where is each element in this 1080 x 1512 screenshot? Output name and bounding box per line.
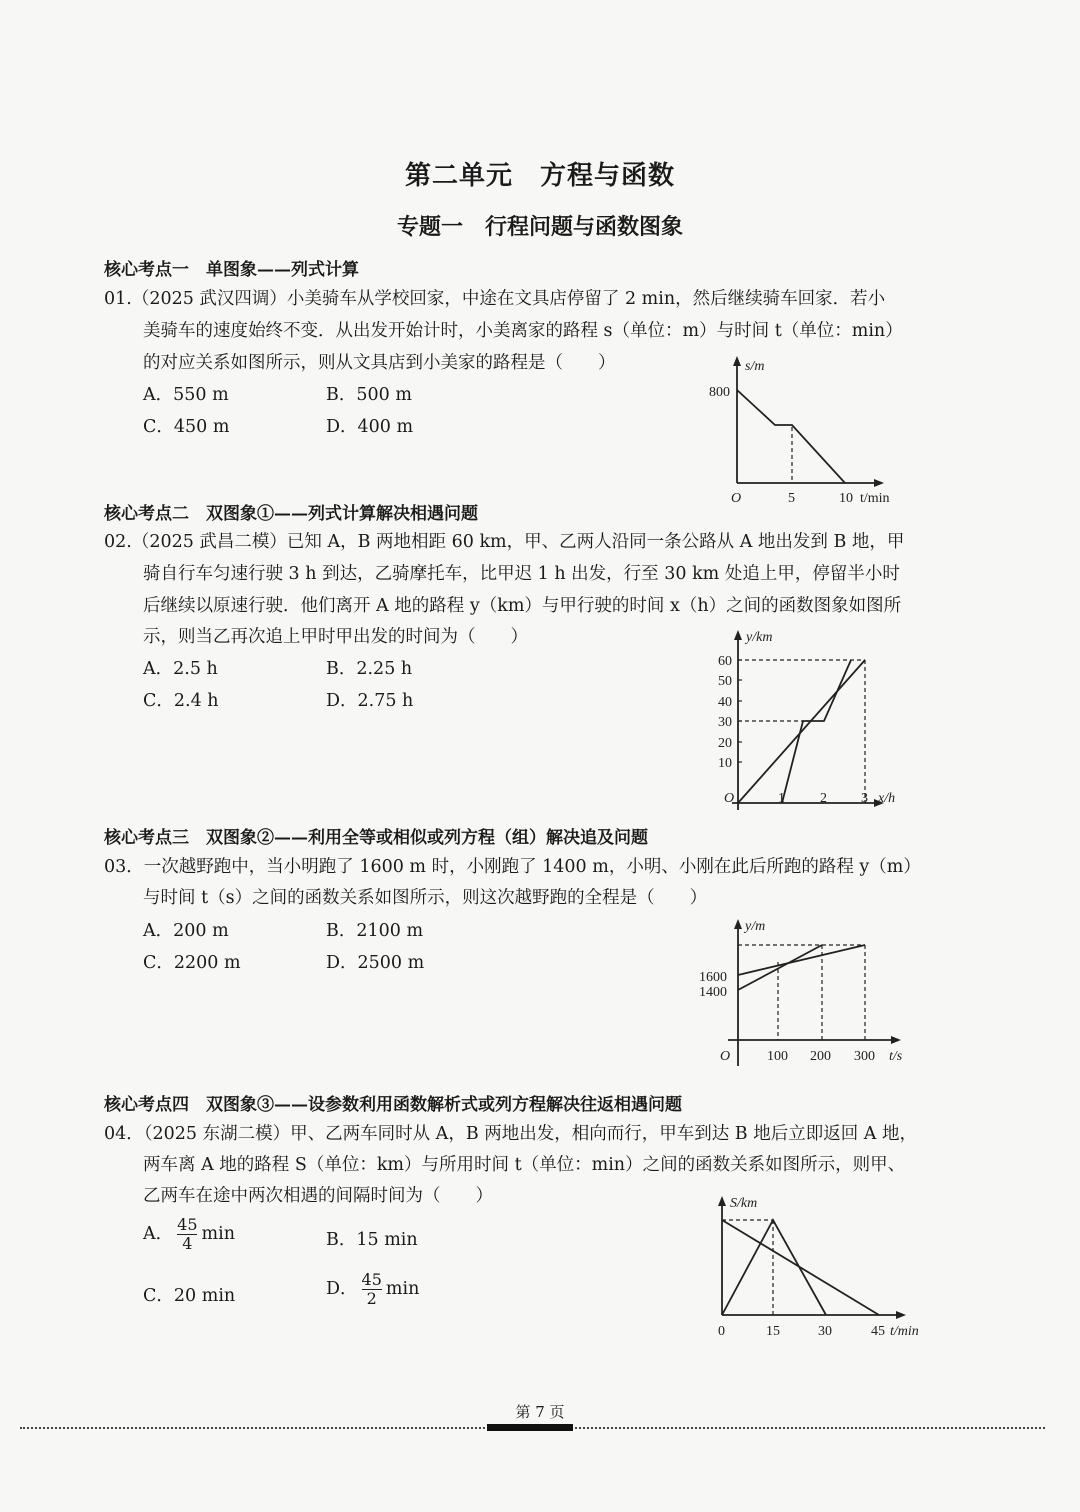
q1-line-2: 美骑车的速度始终不变．从出发开始计时，小美离家的路程 s（单位：m）与时间 t（单位：min） [143,321,903,341]
option-letter: C． [143,1286,174,1306]
q2-option-c: C．2.4 h [143,691,219,711]
q4-x-label: t/min [890,1324,919,1339]
q2-y-tick: 40 [718,695,732,710]
q2-option-a: A．2.5 h [143,659,218,679]
section-heading-2: 核心考点二 双图象①——列式计算解决相遇问题 [104,504,478,524]
q2-x-label: x/h [878,791,896,806]
q4-x-tick: 45 [871,1324,885,1339]
q1-y-tick: 800 [709,385,730,400]
q4-line-3: 乙两车在途中两次相遇的间隔时间为（ ） [143,1186,493,1206]
topic-title: 专题一 行程问题与函数图象 [396,214,683,240]
q2-x-tick: 3 [861,791,868,806]
q2-option-b: B．2.25 h [326,659,413,679]
q2-option-d: D．2.75 h [326,691,414,711]
q1-option-b: B．500 m [326,385,412,405]
numerator: 45 [177,1215,198,1234]
unit-title: 第二单元 方程与函数 [404,161,675,191]
q2-line-1: 02.（2025 武昌二模）已知 A，B 两地相距 60 km，甲、乙两人沿同一条公路从 A 地出发到 B 地，甲 [104,532,905,552]
option-text: 15 min [356,1230,418,1250]
q3-option-b: B．2100 m [326,921,424,941]
q4-origin: 0 [718,1324,725,1339]
q3-option-a: A．200 m [143,921,229,941]
page-number: 第 7 页 [515,1403,565,1421]
q1-x-tick: 10 [839,491,853,506]
q4-x-tick: 15 [766,1324,780,1339]
q2-y-tick: 30 [718,715,732,730]
q3-x-tick: 200 [810,1049,831,1064]
unit: min [385,1279,420,1299]
option-letter: B． [326,1230,357,1250]
q2-y-tick: 60 [718,654,732,669]
q3-option-d: D．2500 m [326,953,425,973]
q2-line-2: 骑自行车匀速行驶 3 h 到达，乙骑摩托车，比甲迟 1 h 出发，行至 30 km 处追上甲，停留半小时 [143,564,900,584]
section-heading-3: 核心考点三 双图象②——利用全等或相似或列方程（组）解决追及问题 [104,828,648,848]
q4-line-2: 两车离 A 地的路程 S（单位：km）与所用时间 t（单位：min）之间的函数关系如图所示，则甲、 [143,1155,906,1175]
q3-x-tick: 100 [767,1049,788,1064]
q3-x-tick: 300 [854,1049,875,1064]
q3-option-c: C．2200 m [143,953,241,973]
q4-line-1: 04．（2025 东湖二模）甲、乙两车同时从 A，B 两地出发，相向而行，甲车到达 B 地后立即返回 A 地， [104,1124,917,1144]
q3-x-label: t/s [889,1049,903,1064]
q2-x-tick: 1 [778,791,785,806]
unit: min [201,1224,235,1244]
section-heading-1: 核心考点一 单图象——列式计算 [104,260,359,280]
q4-jia-line [722,1220,826,1315]
q1-x-tick: 5 [788,491,795,506]
q1-y-label: s/m [745,359,765,374]
denominator: 4 [182,1234,193,1253]
numerator: 45 [361,1270,382,1289]
q4-y-label: S/km [730,1196,758,1211]
q1-line-3: 的对应关系如图所示，则从文具店到小美家的路程是（ ） [143,353,616,373]
q2-origin: O [724,791,735,806]
q1-line-1: 01.（2025 武汉四调）小美骑车从学校回家，中途在文具店停留了 2 min，然后继续骑车回家．若小 [104,289,886,309]
q3-y-tick: 1400 [699,985,727,1000]
q3-line-2: 与时间 t（s）之间的函数关系如图所示，则这次越野跑的全程是（ ） [143,888,708,908]
q2-y-tick: 20 [718,736,732,751]
option-text: 20 min [173,1286,236,1306]
q2-y-label: y/km [746,630,773,645]
q2-y-tick: 50 [718,674,732,689]
option-letter: D． [326,1279,358,1299]
q2-x-tick: 2 [820,791,827,806]
q2-line-3: 后继续以原速行驶．他们离开 A 地的路程 y（km）与甲行驶的时间 x（h）之间的函数图象如图所 [143,596,902,616]
section-heading-4: 核心考点四 双图象③——设参数利用函数解析式或列方程解决往返相遇问题 [104,1095,682,1115]
q1-x-label: t/min [860,491,890,506]
q3-origin: O [720,1049,731,1064]
q1-option-a: A．550 m [143,385,229,405]
q1-option-c: C．450 m [143,417,230,437]
denominator: 2 [366,1289,377,1308]
q1-origin: O [731,491,742,506]
option-letter: A． [143,1224,174,1244]
q3-line-1: 03．一次越野跑中，当小明跑了 1600 m 时，小刚跑了 1400 m，小明、小刚在此后所跑的路程 y（m） [104,857,921,877]
q4-x-tick: 30 [818,1324,832,1339]
q1-option-d: D．400 m [326,417,414,437]
q3-y-tick: 1600 [699,970,727,985]
q2-line-4: 示，则当乙再次追上甲时甲出发的时间为（ ） [143,627,528,647]
q2-y-tick: 10 [718,756,732,771]
q3-y-label: y/m [745,919,766,934]
footer-bar [487,1424,573,1431]
